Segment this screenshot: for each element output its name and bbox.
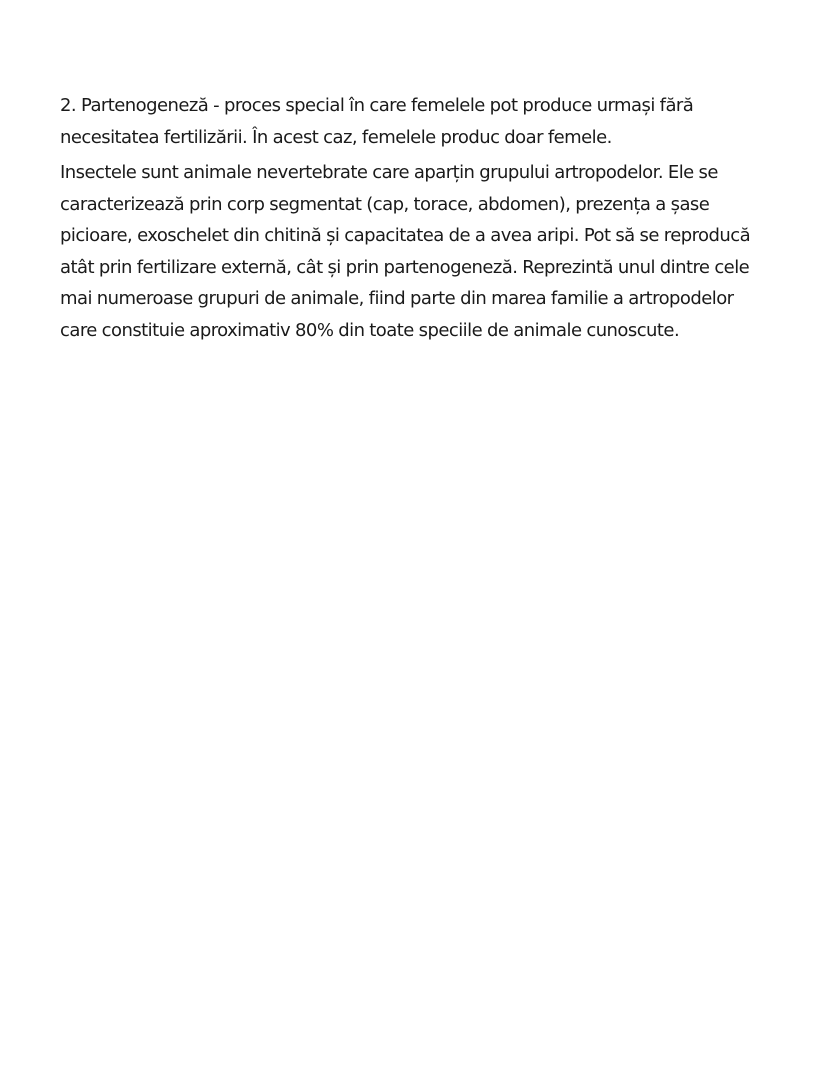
paragraph-partenogeneza: 2. Partenogeneză - proces special în care femelele pot produce urmași fără necesitatea fertilizării. În acest caz, femelele produc doar femele. [60, 95, 694, 148]
paragraph-insecte: Insectele sunt animale nevertebrate care aparțin grupului artropodelor. Ele se caracterizează prin corp segmentat (cap, torace, abdomen), prezența a șase picioare, exoschelet din chitină și capacitatea de a avea aripi. Pot să se reproducă atât prin fertilizare externă, cât și prin partenogeneză. Reprezintă unul dintre cele mai numeroase grupuri de animale, fiind parte din marea familie a artropodelor care constituie aproximativ 80% din toate speciile de animale cunoscute. [60, 162, 751, 341]
